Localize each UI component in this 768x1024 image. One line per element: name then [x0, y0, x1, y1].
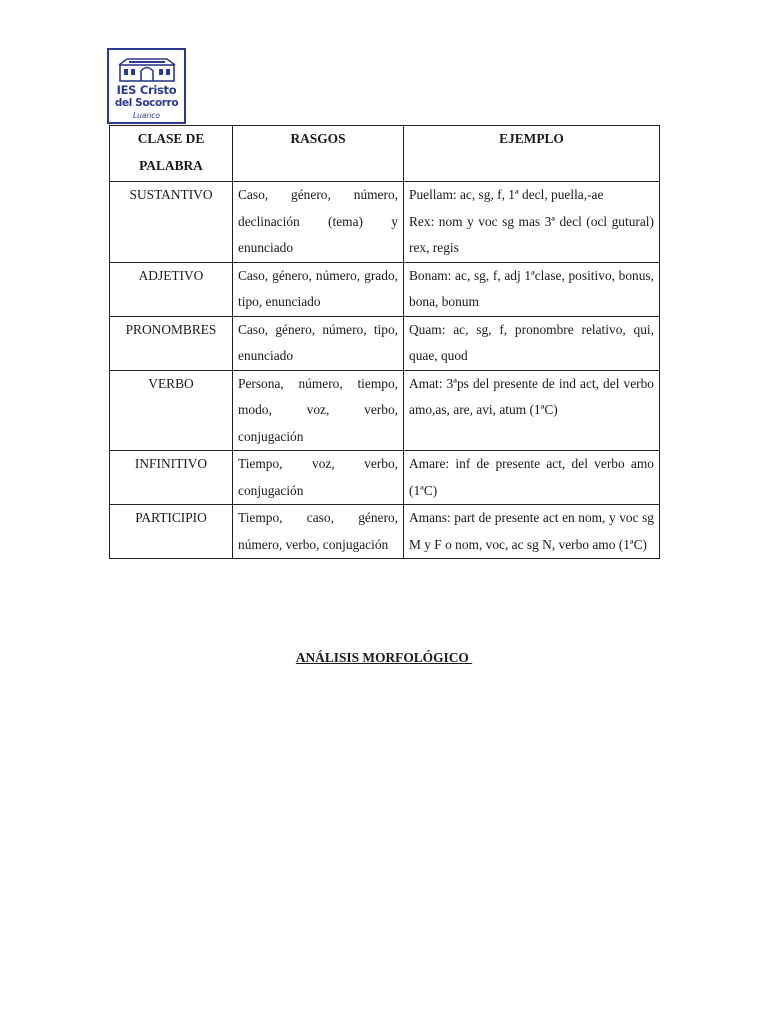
section-heading: ANÁLISIS MORFOLÓGICO [295, 650, 473, 665]
cell-rasgos: Tiempo, voz, verbo, conjugación [233, 451, 404, 505]
ejemplo-line: Amans: part de presente act en nom, y voc sg M y F o nom, voc, ac sg N, verbo amo (1ªC) [409, 510, 654, 552]
cell-clase: INFINITIVO [110, 451, 233, 505]
cell-rasgos: Tiempo, caso, género, número, verbo, conjugación [233, 505, 404, 559]
header-ejemplo: EJEMPLO [404, 126, 660, 182]
ejemplo-line: Puellam: ac, sg, f, 1ª decl, puella,-ae [409, 187, 604, 202]
logo-text-line1: IES Cristo [116, 83, 177, 97]
table-row-participio [110, 505, 660, 559]
logo-text-line2: del Socorro [114, 97, 179, 109]
logo-text-line3: Luanco [133, 111, 160, 120]
table-row-pronombres [110, 316, 660, 370]
cell-ejemplo [404, 370, 660, 451]
header-rasgos: RASGOS [233, 126, 404, 182]
ejemplo-line: Quam: ac, sg, f, pronombre relativo, qui, quae, quod [409, 321, 654, 363]
cell-ejemplo [404, 451, 660, 505]
table-header-row [110, 126, 660, 182]
ejemplo-line: Bonam: ac, sg, f, adj 1ªclase, positivo, bonus, bona, bonum [409, 267, 654, 309]
cell-rasgos: Caso, género, número, grado, tipo, enunciado [233, 262, 404, 316]
cell-clase: PRONOMBRES [110, 316, 233, 370]
cell-clase: VERBO [110, 370, 233, 451]
table-row-infinitivo [110, 451, 660, 505]
word-class-table [109, 125, 660, 559]
table-row-sustantivo [110, 182, 660, 263]
building-icon [117, 55, 177, 83]
cell-rasgos: Caso, género, número, tipo, enunciado [233, 316, 404, 370]
ejemplo-line: Rex: nom y voc sg mas 3ª decl (ocl gutural) rex, regis [409, 213, 654, 255]
cell-ejemplo [404, 505, 660, 559]
header-clase: CLASE DE PALABRA [110, 126, 233, 182]
table-row-adjetivo [110, 262, 660, 316]
cell-clase: SUSTANTIVO [110, 182, 233, 263]
ejemplo-line: Amat: 3ªps del presente de ind act, del verbo amo,as, are, avi, atum (1ªC) [409, 375, 654, 417]
table-row-verbo [110, 370, 660, 451]
cell-rasgos: Caso, género, número, declinación (tema) y enunciado [233, 182, 404, 263]
cell-rasgos: Persona, número, tiempo, modo, voz, verbo, conjugación [233, 370, 404, 451]
cell-ejemplo [404, 262, 660, 316]
school-logo [107, 48, 186, 124]
cell-ejemplo [404, 316, 660, 370]
cell-clase: PARTICIPIO [110, 505, 233, 559]
cell-clase: ADJETIVO [110, 262, 233, 316]
ejemplo-line: Amare: inf de presente act, del verbo amo (1ªC) [409, 456, 654, 498]
cell-ejemplo [404, 182, 660, 263]
